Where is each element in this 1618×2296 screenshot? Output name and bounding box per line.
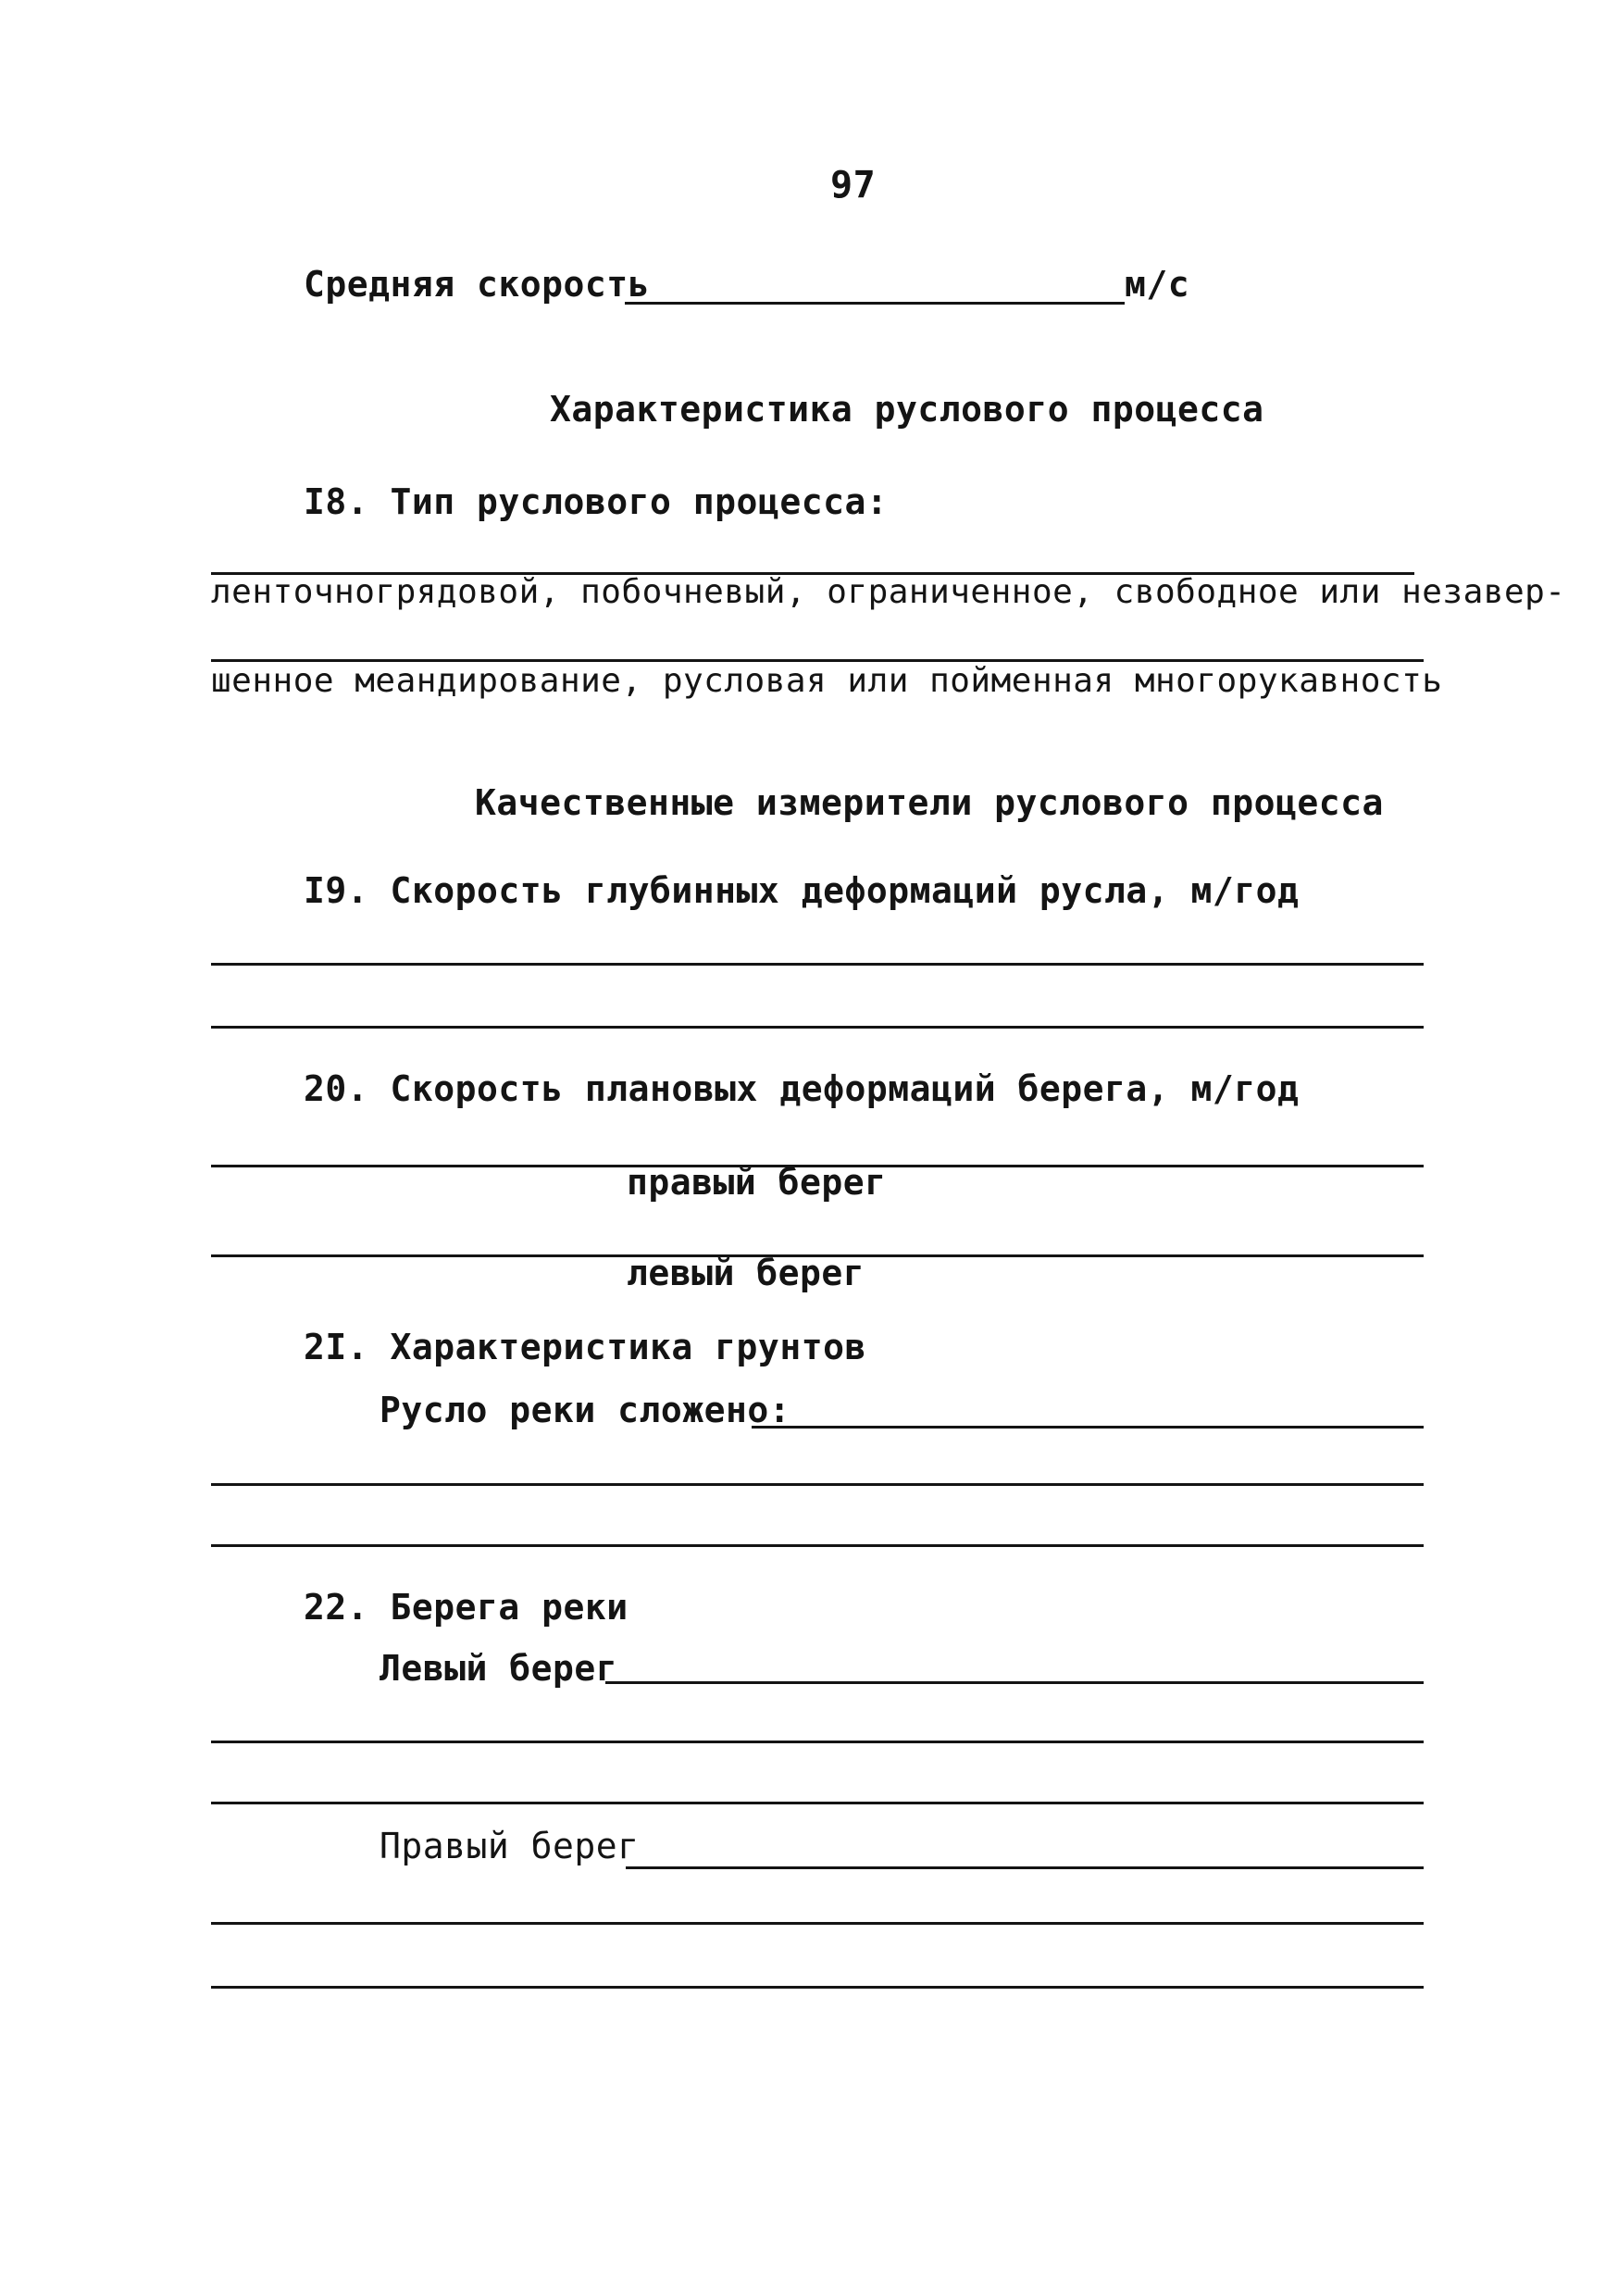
item22-right-answer-line1[interactable] [211,1922,1424,1925]
item21-answer-line2[interactable] [211,1544,1424,1547]
item19-answer-line1[interactable] [211,963,1424,966]
item22-left-bank-field[interactable] [605,1681,1424,1684]
item19-answer-line2[interactable] [211,1026,1424,1029]
item21-bed-field[interactable] [752,1426,1424,1429]
item21-answer-line1[interactable] [211,1483,1424,1486]
item20-label: 20. Скорость плановых деформаций берега, м/год [304,1068,1300,1109]
section-measures-title: Качественные измерители руслового процесса [475,782,1384,823]
item22-right-bank-label: Правый берег [380,1826,640,1866]
item22-left-bank-label: Левый берег [380,1648,618,1689]
avg-speed-field[interactable] [625,302,1125,305]
item18-options-line2: шенное меандирование, русловая или пойменная многорукавность [211,662,1443,700]
item19-label: I9. Скорость глубинных деформаций русла, м/год [304,870,1300,911]
item22-left-answer-line2[interactable] [211,1802,1424,1804]
page-number: 97 [830,164,877,206]
avg-speed-unit: м/с [1125,264,1190,305]
avg-speed-label: Средняя скорость [304,264,651,305]
item18-options-line1: ленточногрядовой, побочневый, ограниченное, свободное или незавер- [211,573,1566,611]
item21-label: 2I. Характеристика грунтов [304,1327,866,1367]
item18-label: I8. Тип руслового процесса: [304,481,889,522]
item22-right-answer-line2[interactable] [211,1986,1424,1989]
item22-left-answer-line1[interactable] [211,1741,1424,1743]
item20-right-bank-caption: правый берег [627,1162,887,1203]
item22-label: 22. Берега реки [304,1587,629,1628]
item21-bed-label: Русло реки сложено: [380,1390,791,1430]
item20-left-bank-caption: левый берег [627,1253,865,1293]
item22-right-bank-field[interactable] [626,1866,1424,1869]
section-process-title: Характеристика руслового процесса [550,389,1264,430]
